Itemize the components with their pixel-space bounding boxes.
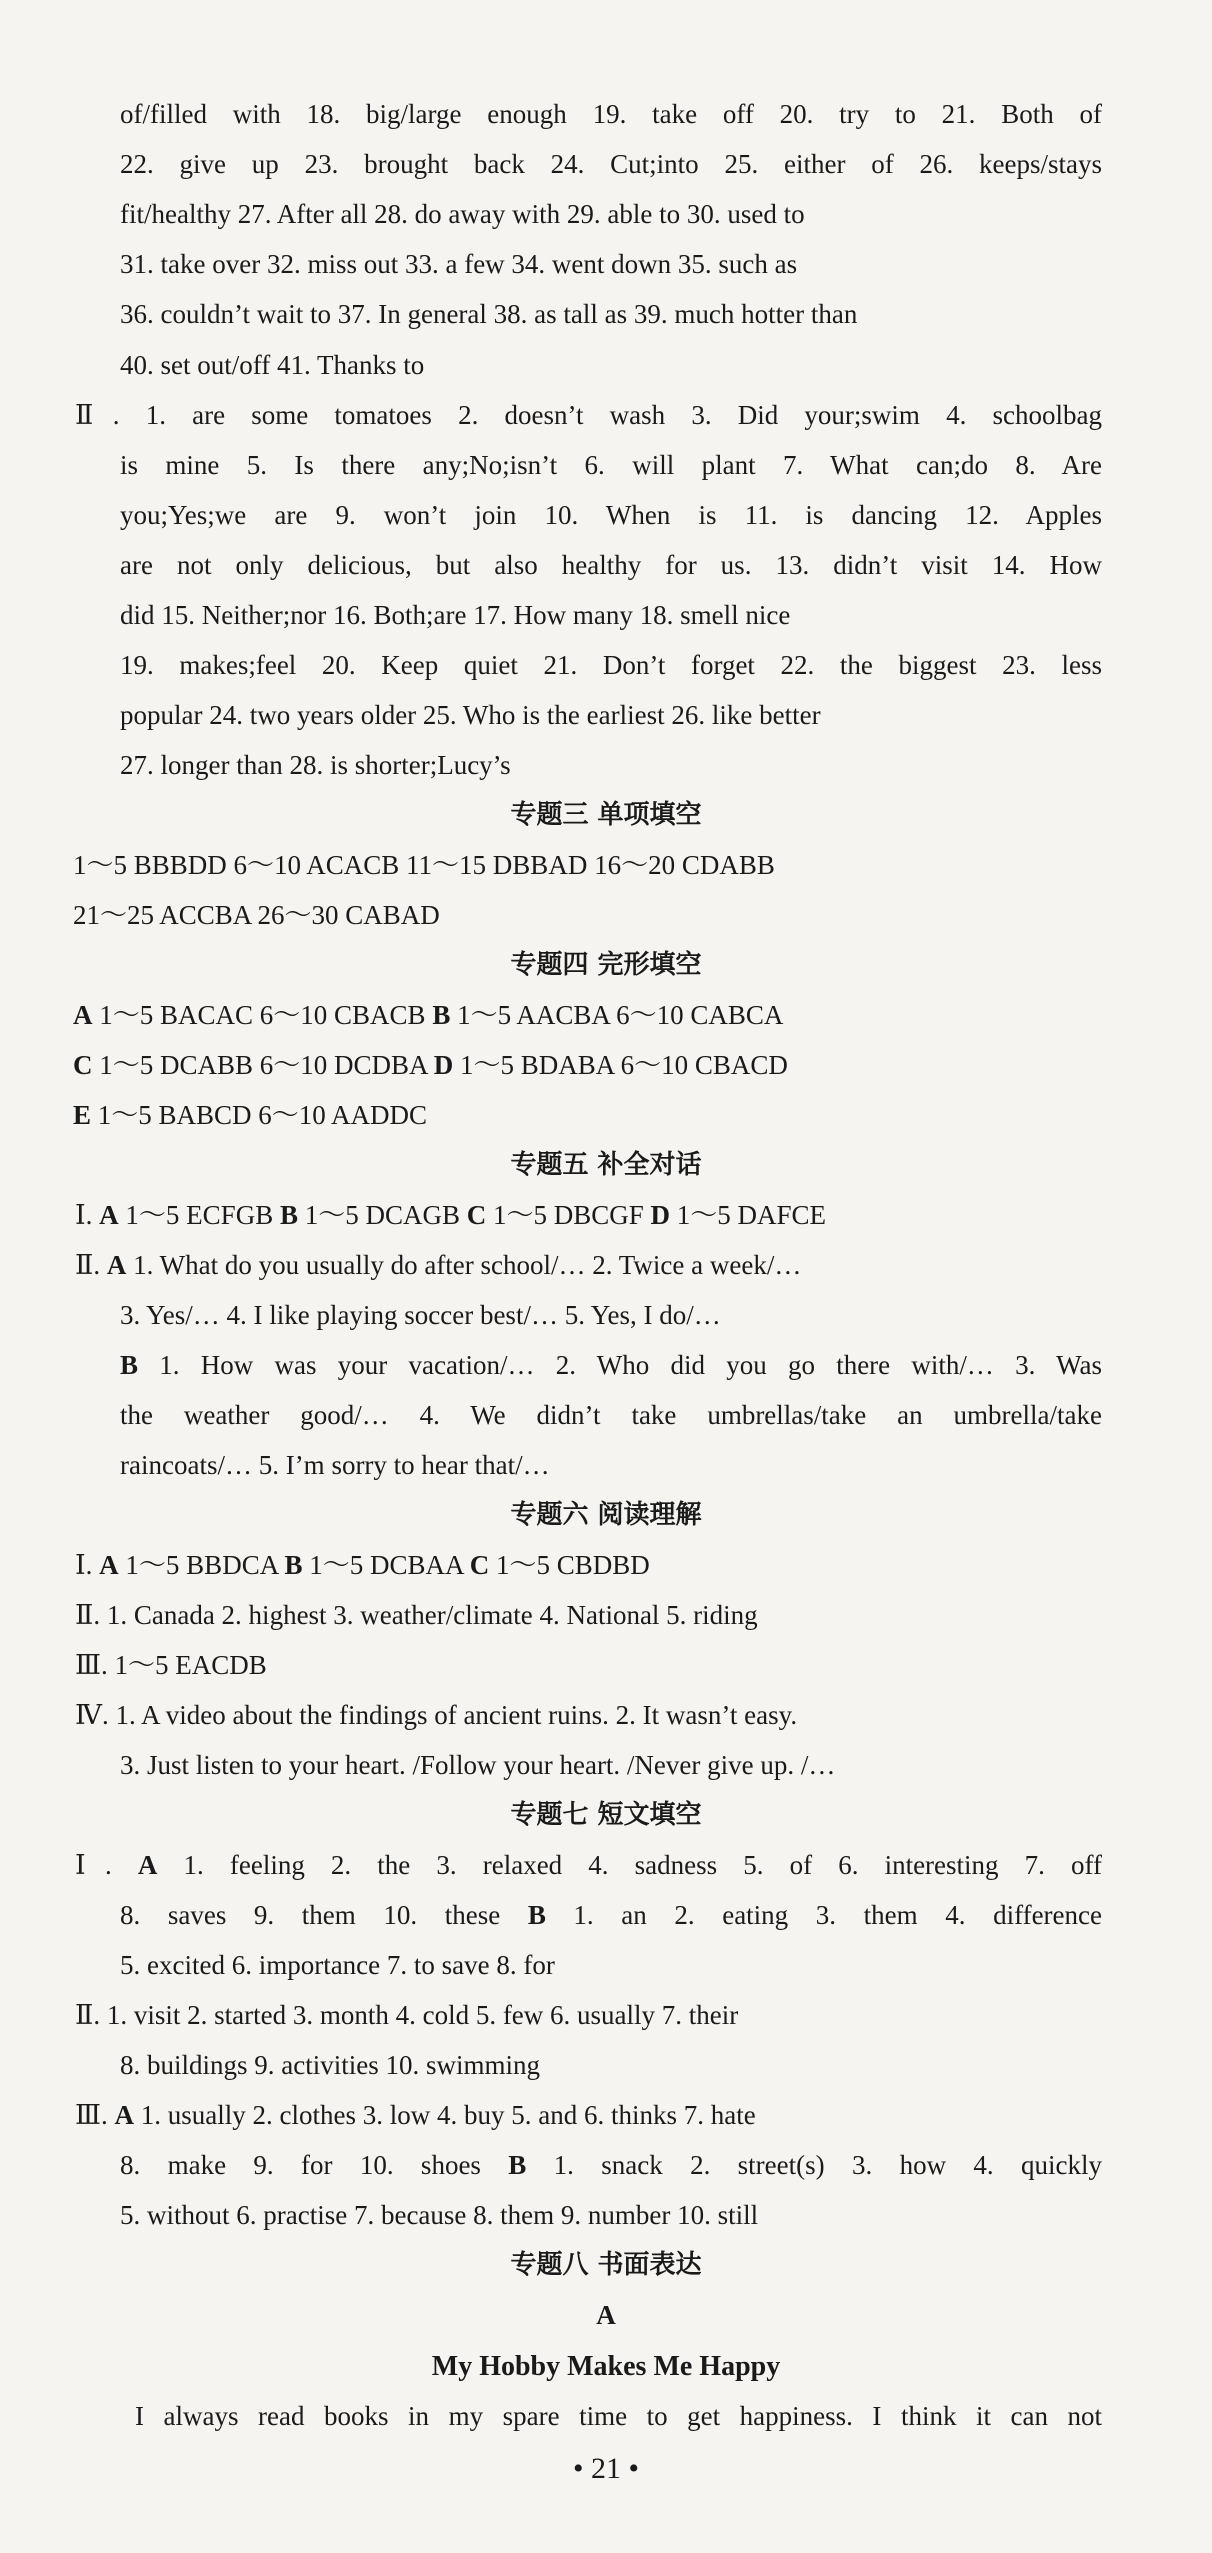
part-label: D [650,1200,671,1230]
answer-line: you;Yes;we are 9. won’t join 10. When is 11. is dancing 12. Apples [120,500,1102,530]
answer-text: 8. saves 9. them 10. these [120,1900,528,1930]
roman-label: Ⅱ. [75,1250,107,1280]
part-label: B [432,1000,451,1030]
answer-line: Ⅳ. 1. A video about the findings of ancient ruins. 2. It wasn’t easy. [75,1700,798,1730]
answer-line: Ⅱ. 1. Canada 2. highest 3. weather/climate 4. National 5. riding [75,1600,758,1630]
section-heading: 专题五 补全对话 [510,1150,702,1180]
part-label: B [120,1350,139,1380]
answer-line: is mine 5. Is there any;No;isn’t 6. will plant 7. What can;do 8. Are [120,450,1102,480]
answer-line: 31. take over 32. miss out 33. a few 34. went down 35. such as [120,249,798,279]
page-number: • 21 • [572,2452,639,2485]
answer-text: 1～5 DCABB 6～10 DCDBA [92,1050,434,1080]
answer-line: 3. Just listen to your heart. /Follow your heart. /Never give up. /… [120,1750,836,1780]
answer-line: 8. buildings 9. activities 10. swimming [120,2050,540,2080]
part-label: C [73,1050,93,1080]
sub-heading: A [596,2300,616,2330]
section-heading: 专题三 单项填空 [510,800,702,830]
answer-line [75,1551,1102,1581]
answer-line: popular 24. two years older 25. Who is the earliest 26. like better [120,700,821,730]
answer-line: fit/healthy 27. After all 28. do away with 29. able to 30. used to [120,199,805,229]
answer-line [75,1251,1102,1281]
answer-line [75,2101,1102,2131]
answer-line: 19. makes;feel 20. Keep quiet 21. Don’t forget 22. the biggest 23. less [120,650,1102,680]
section-heading: 专题七 短文填空 [510,1800,702,1830]
answer-text: 1～5 CBDBD [489,1550,650,1580]
answer-line [73,1051,1102,1081]
answer-text: 1～5 BDABA 6～10 CBACD [453,1050,788,1080]
answer-line: Ⅲ. 1～5 EACDB [75,1650,267,1680]
answer-text: 1～5 BBDCA [118,1550,285,1580]
answer-line [120,2151,1102,2181]
answer-line: 21～25 ACCBA 26～30 CABAD [73,900,440,930]
answer-line: Ⅱ. 1. are some tomatoes 2. doesn’t wash 3. Did your;swim 4. schoolbag [75,400,1102,430]
answer-line: 5. excited 6. importance 7. to save 8. for [120,1950,555,1980]
part-label: A [99,1550,119,1580]
part-label: B [527,1900,546,1930]
answer-text: 1～5 BABCD 6～10 AADDC [91,1100,428,1130]
section-heading: 专题八 书面表达 [510,2250,702,2280]
answer-text: 8. make 9. for 10. shoes [120,2150,509,2180]
answer-line: 3. Yes/… 4. I like playing soccer best/… 5. Yes, I do/… [120,1300,721,1330]
answer-line [73,1001,1102,1031]
part-label: E [73,1100,92,1130]
part-label: A [114,2100,135,2130]
section-heading: 专题六 阅读理解 [510,1500,702,1530]
answer-line [75,1851,1102,1881]
part-label: C [466,1200,487,1230]
part-label: A [106,1250,127,1280]
answer-line: 1～5 BBBDD 6～10 ACACB 11～15 DBBAD 16～20 CDABB [73,850,775,880]
answer-line: Ⅱ. 1. visit 2. started 3. month 4. cold 5. few 6. usually 7. their [75,2000,739,2030]
answer-text: 1. feeling 2. the 3. relaxed 4. sadness 5. of 6. interesting 7. off [157,1850,1102,1880]
answer-text: 1～5 DBCGF [486,1200,651,1230]
answer-line: raincoats/… 5. I’m sorry to hear that/… [120,1450,550,1480]
answer-line: 40. set out/off 41. Thanks to [120,350,425,380]
answer-text: 1～5 AACBA 6～10 CABCA [450,1000,784,1030]
answer-text: 1～5 DCAGB [297,1200,467,1230]
answer-line: 36. couldn’t wait to 37. In general 38. as tall as 39. much hotter than [120,299,858,329]
answer-text: 1. an 2. eating 3. them 4. difference [545,1900,1102,1930]
answer-text: 1. snack 2. street(s) 3. how 4. quickly [526,2150,1103,2180]
answer-line [75,1201,1102,1231]
answer-line: are not only delicious, but also healthy for us. 13. didn’t visit 14. How [120,550,1102,580]
answer-text: 1. What do you usually do after school/… 2. Twice a week/… [126,1250,802,1280]
part-label: B [284,1550,303,1580]
answer-text: 1～5 ECFGB [118,1200,280,1230]
roman-label: Ⅲ. [75,2100,115,2130]
answer-text: 1. How was your vacation/… 2. Who did you go there with/… 3. Was [138,1350,1102,1380]
part-label: A [73,1000,93,1030]
part-label: B [508,2150,527,2180]
answer-line: 22. give up 23. brought back 24. Cut;into 25. either of 26. keeps/stays [120,149,1102,179]
answer-line [120,1351,1102,1381]
essay-line: I always read books in my spare time to get happiness. I think it can not [135,2401,1102,2431]
section-heading: 专题四 完形填空 [510,950,702,980]
part-label: C [469,1550,490,1580]
answer-text: 1～5 BACAC 6～10 CBACB [92,1000,433,1030]
answer-line [73,1101,1102,1131]
answer-line: the weather good/… 4. We didn’t take umbrellas/take an umbrella/take [120,1400,1102,1430]
essay-title: My Hobby Makes Me Happy [431,2351,781,2382]
part-label: D [433,1050,454,1080]
part-label: B [279,1200,298,1230]
answer-line [120,1901,1102,1931]
answer-line: 5. without 6. practise 7. because 8. them 9. number 10. still [120,2200,759,2230]
roman-label: Ⅰ. [75,1550,100,1580]
answer-text: 1～5 DAFCE [670,1200,827,1230]
roman-label: Ⅰ. [75,1200,100,1230]
part-label: A [99,1200,119,1230]
answer-line: 27. longer than 28. is shorter;Lucy’s [120,750,511,780]
answer-text: 1～5 DCBAA [302,1550,470,1580]
roman-label: Ⅰ. [75,1850,138,1880]
answer-line: of/filled with 18. big/large enough 19. take off 20. try to 21. Both of [120,99,1102,129]
part-label: A [137,1850,158,1880]
answer-line: did 15. Neither;nor 16. Both;are 17. How many 18. smell nice [120,600,791,630]
answer-text: 1. usually 2. clothes 3. low 4. buy 5. and 6. thinks 7. hate [134,2100,756,2130]
